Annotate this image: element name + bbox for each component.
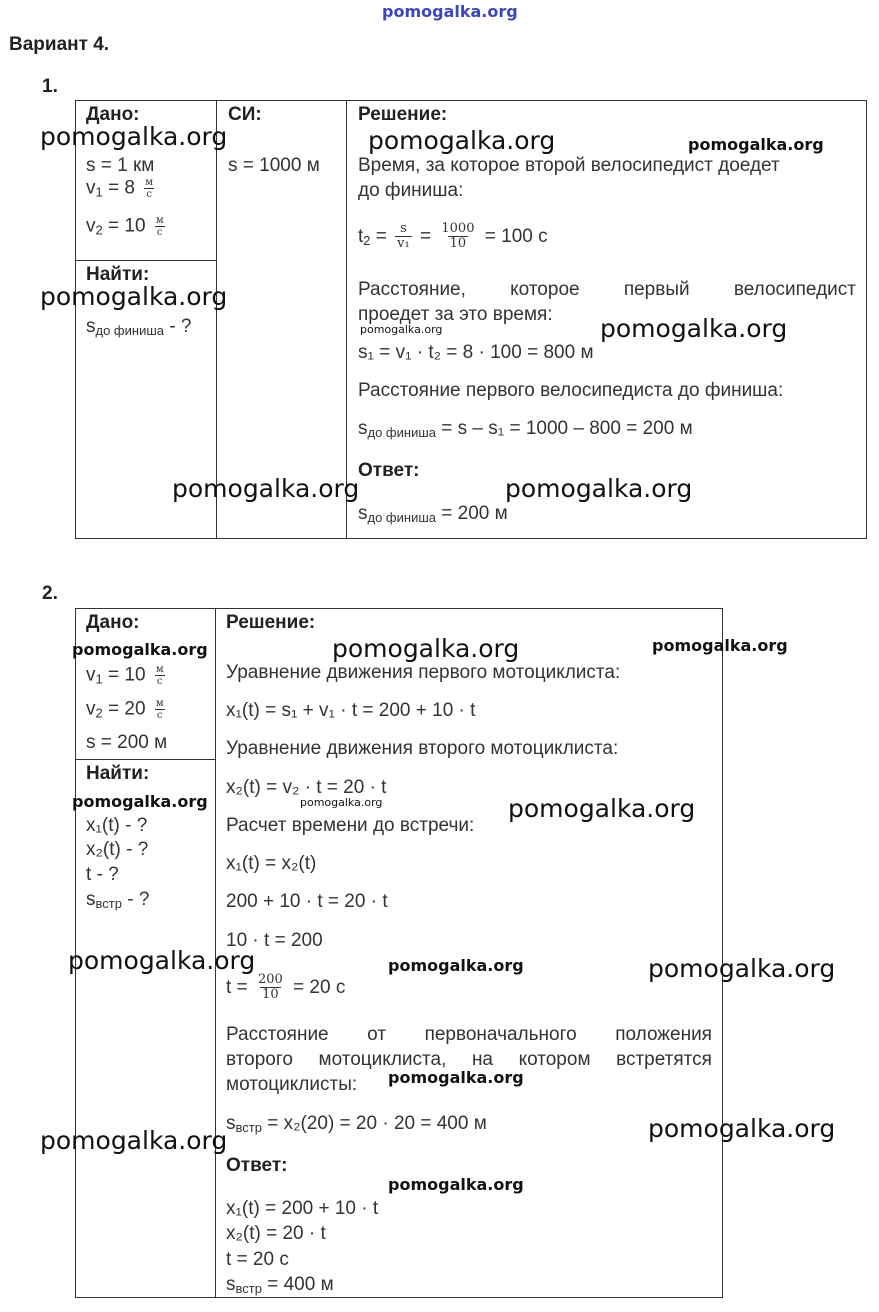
task1-solution-header: Решение: <box>358 104 448 125</box>
task1-text-5: Расстояние первого велосипедиста до финиша: <box>358 380 784 401</box>
task1-answer-header: Ответ: <box>358 460 420 481</box>
task1-eq-2: s₁ = v₁ · t₂ = 8 · 100 = 800 м <box>358 342 594 363</box>
task2-eq-6: t = $\frac{200}{10}$ = 20 с <box>226 972 346 1003</box>
watermark: pomogalka.org <box>505 474 693 503</box>
task2-given-header: Дано: <box>86 612 140 633</box>
task1-text-3: Расстояние, которое первый велосипедист <box>358 279 856 300</box>
watermark: pomogalka.org <box>648 954 836 983</box>
watermark: pomogalka.org <box>388 956 524 975</box>
task2-number: 2. <box>42 583 58 604</box>
task1-text-2: до финиша: <box>358 180 464 201</box>
watermark: pomogalka.org <box>40 1126 228 1155</box>
task1-eq-1: $t_2$ = $\frac{s}{\text{v₁}}$ = $\frac{1000}{10}$ = 100 с <box>358 221 548 252</box>
task1-given-s: s = 1 км <box>86 155 155 176</box>
task2-text-3: Расчет времени до встречи: <box>226 815 475 836</box>
task1-answer: $s_{до финиша} = 200$ м <box>358 503 508 525</box>
task2-text-6: мотоциклисты: <box>226 1074 358 1095</box>
unit-fraction: $\frac{м}{с}$ <box>155 664 164 687</box>
watermark: pomogalka.org <box>600 314 788 343</box>
watermark: pomogalka.org <box>300 796 383 809</box>
task1-text-1: Время, за которое второй велосипедист доедет <box>358 155 780 176</box>
unit-fraction: $\frac{м}{с}$ <box>155 215 164 238</box>
task2-text-1: Уравнение движения первого мотоциклиста: <box>226 662 621 683</box>
task1-given-find-divider <box>75 260 217 261</box>
task2-answer-2: x₂(t) = 20 · t <box>226 1223 326 1244</box>
watermark: pomogalka.org <box>688 135 824 154</box>
task2-text-4: Расстояние от первоначального положения <box>226 1024 712 1045</box>
task2-eq-1: x₁(t) = s₁ + v₁ · t = 200 + 10 · t <box>226 700 476 721</box>
task1-find-item: $s_{до финиша}$ - ? <box>86 316 192 338</box>
task2-eq-7: $s_{встр} = x_2(20) = 20 \cdot 20 = 400$ м <box>226 1113 487 1135</box>
task2-given-find-divider <box>75 759 216 760</box>
task2-answer-4: $s_{встр} = 400$ м <box>226 1274 334 1296</box>
watermark: pomogalka.org <box>360 323 443 336</box>
variant-title: Вариант 4. <box>9 34 110 55</box>
task2-answer-1: x₁(t) = 200 + 10 · t <box>226 1198 379 1219</box>
task2-text-2: Уравнение движения второго мотоциклиста: <box>226 738 619 759</box>
task2-find-t: t - ? <box>86 864 119 885</box>
watermark: pomogalka.org <box>388 1175 524 1194</box>
task1-si-header: СИ: <box>228 104 262 125</box>
task2-eq-5: 10 · t = 200 <box>226 930 323 951</box>
watermark: pomogalka.org <box>332 634 520 663</box>
watermark: pomogalka.org <box>172 474 360 503</box>
watermark: pomogalka.org <box>368 126 556 155</box>
task2-solution-header: Решение: <box>226 612 316 633</box>
watermark: pomogalka.org <box>648 1114 836 1143</box>
task2-eq-2: x₂(t) = v₂ · t = 20 · t <box>226 777 387 798</box>
task2-given-s: s = 200 м <box>86 732 168 753</box>
unit-fraction: $\frac{м}{с}$ <box>145 177 154 200</box>
task1-given-v2: $v_2 = 10$ $\frac{м}{с}$ <box>86 215 164 238</box>
task2-answer-3: t = 20 с <box>226 1249 289 1270</box>
site-header-watermark: pomogalka.org <box>382 2 518 21</box>
task2-eq-4: 200 + 10 · t = 20 · t <box>226 891 388 912</box>
task1-find-header: Найти: <box>86 264 150 285</box>
task1-text-4: проедет за это время: <box>358 304 553 325</box>
task2-answer-header: Ответ: <box>226 1155 288 1176</box>
task1-given-header: Дано: <box>86 104 140 125</box>
watermark: pomogalka.org <box>652 636 788 655</box>
watermark: pomogalka.org <box>40 282 228 311</box>
watermark: pomogalka.org <box>40 122 228 151</box>
task2-find-header: Найти: <box>86 763 150 784</box>
task1-given-v1: $v_1 = 8$ $\frac{м}{с}$ <box>86 177 154 200</box>
unit-fraction: $\frac{м}{с}$ <box>155 698 164 721</box>
task2-find-x1: x₁(t) - ? <box>86 815 148 836</box>
task1-eq-3: $s_{до финиша} = s - s_1 = 1000 - 800 = 200$ м <box>358 418 693 440</box>
task1-number: 1. <box>42 76 58 97</box>
task2-find-s: $s_{встр}$ - ? <box>86 889 150 911</box>
task1-si-value: s = 1000 м <box>228 155 320 176</box>
watermark: pomogalka.org <box>68 946 256 975</box>
watermark: pomogalka.org <box>508 794 696 823</box>
task2-given-v2: $v_2 = 20$ $\frac{м}{с}$ <box>86 698 164 721</box>
task2-text-5: второго мотоциклиста, на котором встретятся <box>226 1049 712 1070</box>
task2-find-x2: x₂(t) - ? <box>86 839 149 860</box>
watermark: pomogalka.org <box>72 640 208 659</box>
task2-given-v1: $v_1 = 10$ $\frac{м}{с}$ <box>86 664 164 687</box>
task2-eq-3: x₁(t) = x₂(t) <box>226 853 317 874</box>
watermark: pomogalka.org <box>72 792 208 811</box>
watermark: pomogalka.org <box>388 1068 524 1087</box>
